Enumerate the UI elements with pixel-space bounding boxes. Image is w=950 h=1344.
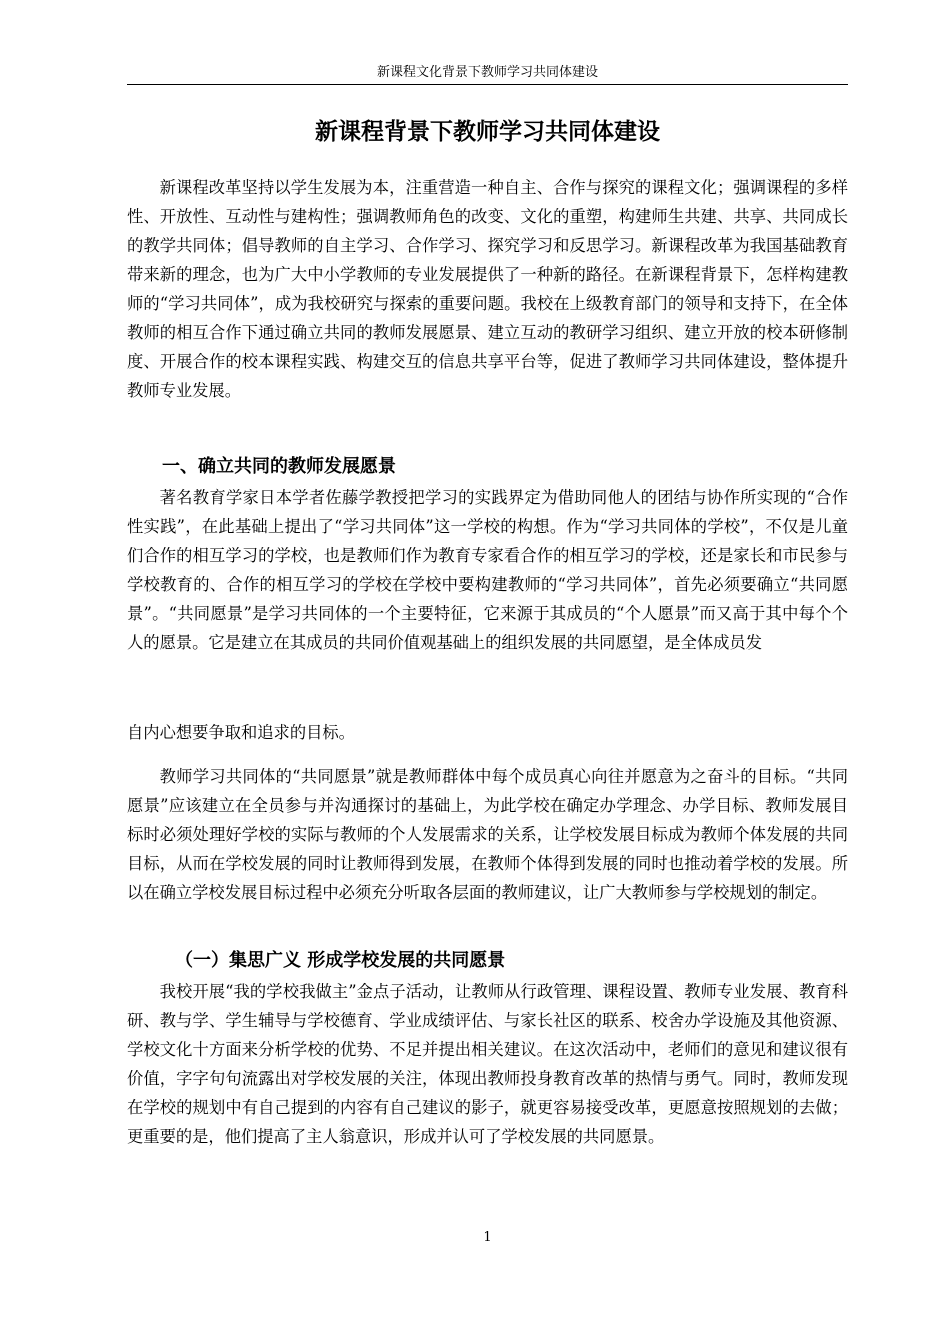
section-heading-1: 一、确立共同的教师发展愿景: [162, 456, 396, 477]
subsection-heading-1: （一）集思广义 形成学校发展的共同愿景: [175, 950, 506, 971]
subsection1-paragraph: 我校开展“我的学校我做主”金点子活动，让教师从行政管理、课程设置、教师专业发展、教育科研、教与学、学生辅导与学校德育、学业成绩评估、与家长社区的联系、校舍办学设施及其他资源、学校文化十方面来分析学校的优势、不足并提出相关建议。在这次活动中，老师们的意见和建议很有价值，字字句句流露出对学校发展的关注，体现出教师投身教育改革的热情与勇气。同时，教师发现在学校的规划中有自己提到的内容有自己建议的影子，就更容易接受改革，更愿意按照规划的去做；更重要的是，他们提高了主人翁意识，形成并认可了学校发展的共同愿景。: [127, 982, 848, 1146]
page-number: 1: [483, 1230, 492, 1245]
intro-paragraph: 新课程改革坚持以学生发展为本，注重营造一种自主、合作与探究的课程文化；强调课程的多样性、开放性、互动性与建构性；强调教师角色的改变、文化的重塑，构建师生共建、共享、共同成长的教学共同体；倡导教师的自主学习、合作学习、探究学习和反思学习。新课程改革为我国基础教育带来新的理念，也为广大中小学教师的专业发展提供了一种新的路径。在新课程背景下，怎样构建教师的“学习共同体”，成为我校研究与探索的重要问题。我校在上级教育部门的领导和支持下，在全体教师的相互合作下通过确立共同的教师发展愿景、建立互动的教研学习组织、建立开放的校本研修制度、开展合作的校本课程实践、构建交互的信息共享平台等，促进了教师学习共同体建设，整体提升教师专业发展。: [127, 178, 848, 400]
section1-paragraph-1: 著名教育学家日本学者佐藤学教授把学习的实践界定为借助同他人的团结与协作所实现的“合作性实践”，在此基础上提出了“学习共同体”这一学校的构想。作为“学习共同体的学校”，不仅是儿童们合作的相互学习的学校，也是教师们作为教育专家看合作的相互学习的学校，还是家长和市民参与学校教育的、合作的相互学习的学校在学校中要构建教师的“学习共同体”，首先必须要确立“共同愿景”。“共同愿景”是学习共同体的一个主要特征，它来源于其成员的“个人愿景”而又高于其中每个个人的愿景。它是建立在其成员的共同价值观基础上的组织发展的共同愿望，是全体成员发: [127, 488, 848, 652]
section1-paragraph-1-end: 自内心想要争取和追求的目标。: [127, 723, 355, 742]
page-header: 新课程文化背景下教师学习共同体建设: [127, 62, 848, 85]
section1-paragraph-2: 教师学习共同体的“共同愿景”就是教师群体中每个成员真心向往并愿意为之奋斗的目标。“共同愿景”应该建立在全员参与并沟通探讨的基础上，为此学校在确定办学理念、办学目标、教师发展目标时必须处理好学校的实际与教师的个人发展需求的关系，让学校发展目标成为教师个体发展的共同目标，从而在学校发展的同时让教师得到发展，在教师个体得到发展的同时也推动着学校的发展。所以在确立学校发展目标过程中必须充分听取各层面的教师建议，让广大教师参与学校规划的制定。: [127, 767, 848, 902]
document-title: 新课程背景下教师学习共同体建设: [315, 119, 660, 145]
